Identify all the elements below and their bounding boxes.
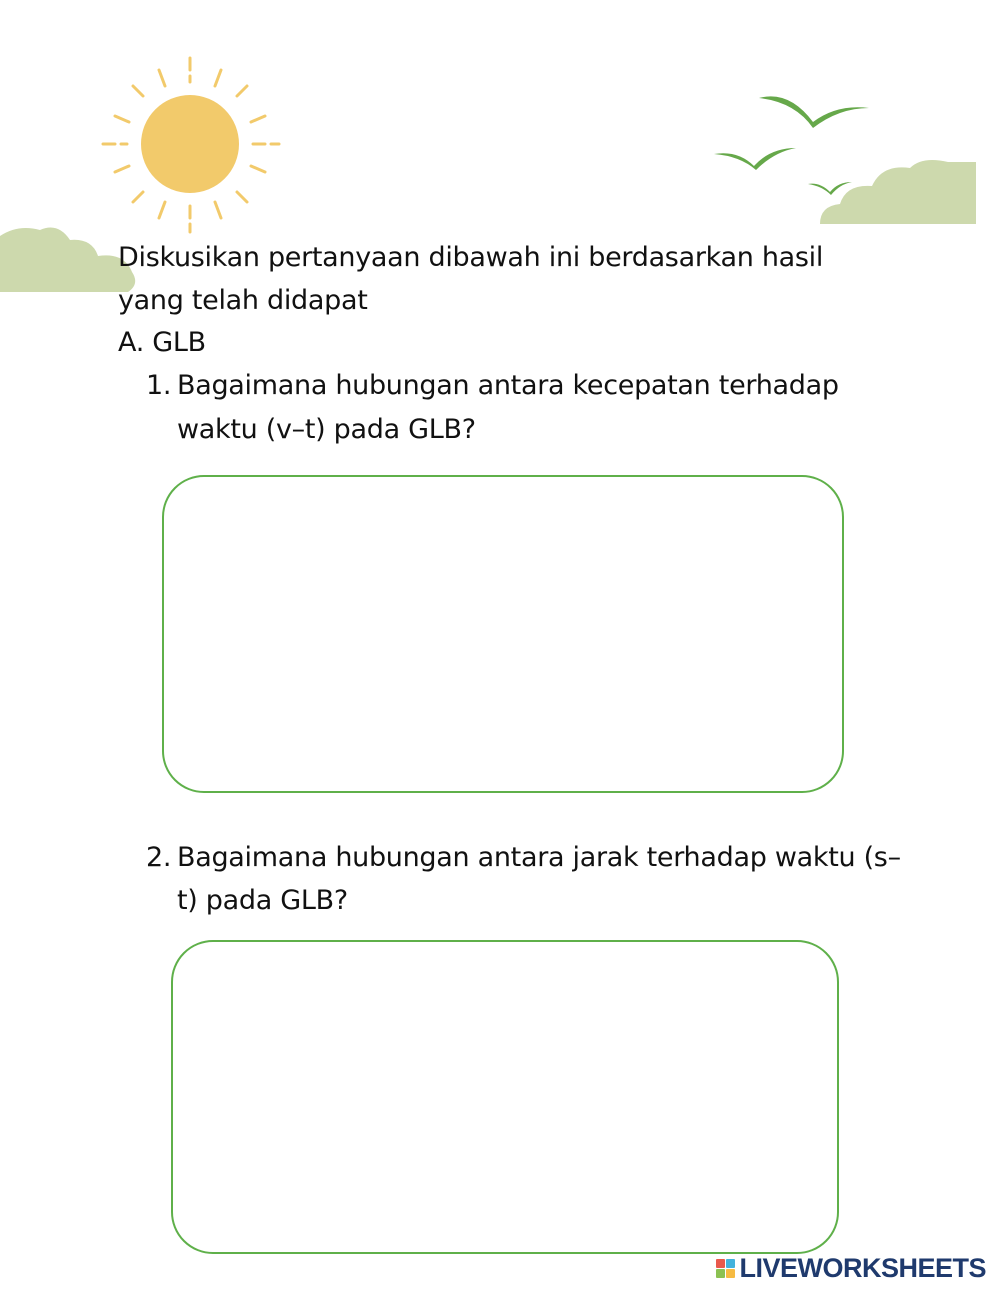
instruction-line-1: Diskusikan pertanyaan dibawah ini berdasarkan hasil	[118, 242, 824, 273]
answer-box-1[interactable]	[162, 475, 844, 793]
brand-name: LIVEWORKSHEETS	[739, 1253, 986, 1283]
liveworksheets-logo-icon	[716, 1259, 735, 1278]
question-number: 2.	[146, 842, 172, 873]
bird-icon	[712, 142, 798, 172]
section-label: A. GLB	[118, 327, 206, 358]
question-1-line-1: Bagaimana hubungan antara kecepatan terhadap	[177, 370, 839, 401]
question-1-line-2: waktu (v–t) pada GLB?	[177, 414, 476, 445]
question-2-line-2: t) pada GLB?	[177, 885, 348, 916]
question-number: 1.	[146, 370, 172, 401]
instruction-line-2: yang telah didapat	[118, 285, 368, 316]
answer-box-2[interactable]	[171, 940, 839, 1254]
brand-watermark[interactable]	[716, 1253, 986, 1284]
bird-icon	[755, 92, 873, 132]
bird-icon	[806, 178, 854, 198]
sun-icon	[95, 52, 285, 237]
question-2-line-1: Bagaimana hubungan antara jarak terhadap waktu (s–	[177, 842, 901, 873]
